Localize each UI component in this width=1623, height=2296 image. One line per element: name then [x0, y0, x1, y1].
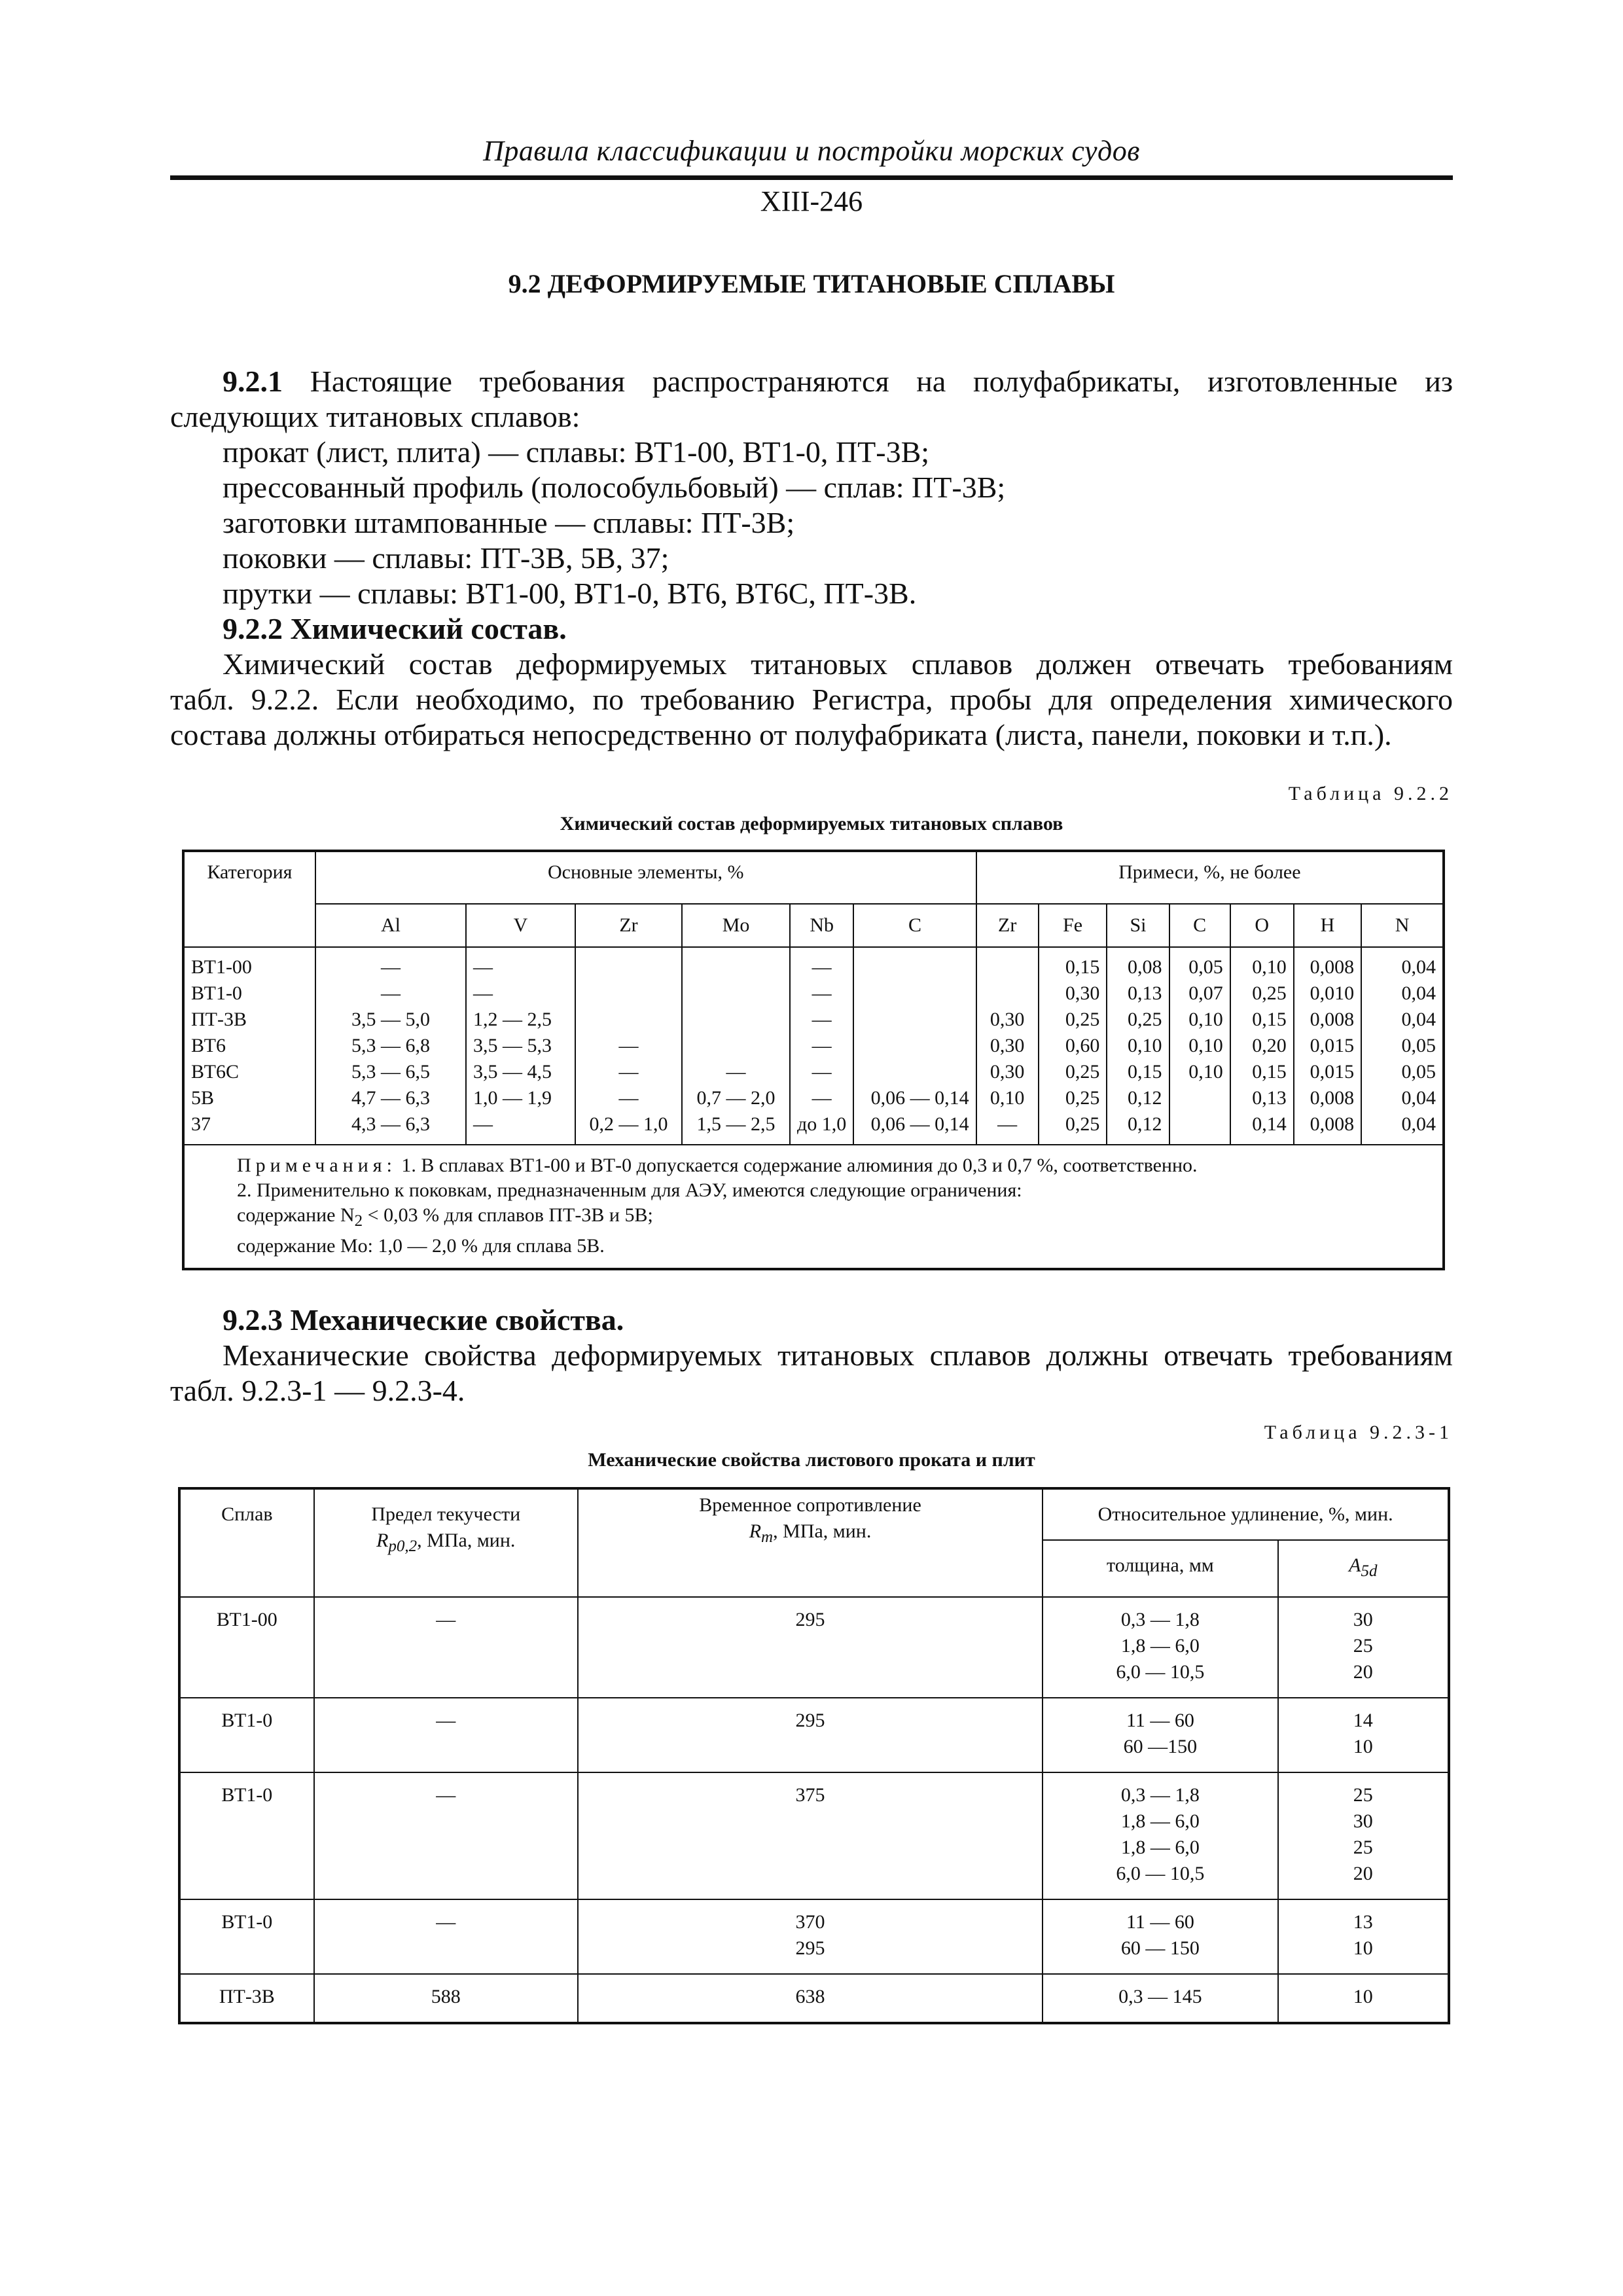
note-2: 2. Применительно к поковкам, предназначенным для АЭУ, имеются следующие ограничения:: [237, 1179, 1022, 1201]
cell-main-3: 0,7 — 2,0: [682, 1085, 790, 1111]
main-col-header: Zr: [575, 904, 682, 947]
cell-alloy: ВТ1-0: [179, 1772, 314, 1899]
h-yield-symbol: R: [376, 1530, 389, 1551]
cell-a5d: [1278, 1899, 1449, 1974]
cell-a5d-value: 20: [1353, 1863, 1373, 1884]
cell-tensile: [578, 1698, 1043, 1772]
cell-category: 37: [183, 1111, 315, 1145]
h-tensile-text: Временное сопротивление: [699, 1494, 921, 1516]
cell-imp-3: 0,07: [1169, 980, 1230, 1007]
cell-imp-2: 0,08: [1107, 947, 1169, 980]
cell-thickness-value: 60 — 150: [1120, 1937, 1200, 1959]
cell-imp-4: 0,13: [1230, 1085, 1294, 1111]
cell-yield: —: [314, 1597, 578, 1698]
cell-a5d-value: 30: [1353, 1609, 1373, 1630]
table-row: [183, 1059, 1444, 1085]
cell-a5d-value: 10: [1353, 1986, 1373, 2007]
cell-main-1: 1,0 — 1,9: [466, 1085, 575, 1111]
cell-imp-5: 0,015: [1294, 1033, 1361, 1059]
cell-main-3: [682, 1007, 790, 1033]
cell-imp-1: 0,25: [1039, 1085, 1107, 1111]
main-col-header: Mo: [682, 904, 790, 947]
cell-main-5: [853, 1059, 976, 1085]
cell-thickness-value: 6,0 — 10,5: [1116, 1863, 1205, 1884]
cell-yield: —: [314, 1899, 578, 1974]
table-row: [179, 1597, 1449, 1698]
p923-line1: Механические свойства деформируемых титановых сплавов должны отвечать требованиям: [223, 1338, 1453, 1372]
table-row: [183, 1111, 1444, 1145]
cell-thickness: [1043, 1597, 1277, 1698]
cell-tensile: [578, 1772, 1043, 1899]
cell-imp-3: 0,10: [1169, 1059, 1230, 1085]
table-922-body: [183, 947, 1444, 1145]
cell-main-2: [575, 947, 682, 980]
table-row: [179, 1974, 1449, 2023]
cell-tensile-value: 375: [795, 1784, 825, 1806]
notes-label: Примечания:: [237, 1155, 397, 1176]
cell-tensile-value: 638: [795, 1986, 825, 2007]
p922-line2: табл. 9.2.2. Если необходимо, по требованию Регистра, пробы для определения химического: [170, 683, 1453, 716]
cell-imp-2: 0,13: [1107, 980, 1169, 1007]
table-922-notes: [183, 1145, 1444, 1269]
cell-thickness: [1043, 1899, 1277, 1974]
cell-imp-5: 0,015: [1294, 1059, 1361, 1085]
table-row: [183, 1033, 1444, 1059]
header-rule: [170, 175, 1453, 180]
cell-yield: —: [314, 1698, 578, 1772]
cell-category: 5В: [183, 1085, 315, 1111]
cell-main-4: —: [790, 1059, 853, 1085]
cell-tensile-value: 370: [795, 1911, 825, 1933]
cell-imp-0: [976, 947, 1039, 980]
cell-imp-6: 0,04: [1361, 980, 1444, 1007]
list-item: прессованный профиль (полособульбовый) — сплав: ПТ-3В;: [223, 471, 1006, 504]
cell-main-4: —: [790, 1033, 853, 1059]
table-row: [183, 980, 1444, 1007]
cell-imp-6: 0,05: [1361, 1059, 1444, 1085]
p922-line1: Химический состав деформируемых титановых сплавов должен отвечать требованиям: [223, 647, 1453, 681]
cell-category: ВТ1-0: [183, 980, 315, 1007]
h-a5d: [1278, 1540, 1449, 1597]
imp-col-header: O: [1230, 904, 1294, 947]
p923-line2: табл. 9.2.3-1 — 9.2.3-4.: [170, 1374, 465, 1407]
cell-main-2: —: [575, 1059, 682, 1085]
h-elongation: Относительное удлинение, %, мин.: [1043, 1488, 1449, 1540]
h-a5d-symbol: A: [1349, 1554, 1361, 1576]
cell-main-5: 0,06 — 0,14: [853, 1111, 976, 1145]
cell-imp-5: 0,008: [1294, 947, 1361, 980]
cell-imp-0: 0,10: [976, 1085, 1039, 1111]
group-main-header: Основные элементы, %: [315, 851, 976, 904]
cell-yield: —: [314, 1772, 578, 1899]
cell-imp-1: 0,25: [1039, 1111, 1107, 1145]
cell-a5d-value: 30: [1353, 1810, 1373, 1832]
cell-a5d-value: 13: [1353, 1911, 1373, 1933]
imp-col-header: C: [1169, 904, 1230, 947]
cell-imp-3: [1169, 1111, 1230, 1145]
cell-thickness-value: 0,3 — 1,8: [1120, 1784, 1200, 1806]
cell-a5d-value: 10: [1353, 1937, 1373, 1959]
p921-number: 9.2.1: [223, 365, 283, 398]
cell-imp-3: [1169, 1085, 1230, 1111]
cell-a5d-value: 25: [1353, 1837, 1373, 1858]
cell-main-5: [853, 947, 976, 980]
main-col-header: C: [853, 904, 976, 947]
note-3: [237, 1203, 1390, 1234]
cell-main-5: [853, 1007, 976, 1033]
cell-main-2: —: [575, 1033, 682, 1059]
cell-main-5: [853, 980, 976, 1007]
table-922-header-row2: [183, 904, 1444, 947]
cell-thickness-value: 1,8 — 6,0: [1120, 1810, 1200, 1832]
cell-tensile: [578, 1899, 1043, 1974]
h-alloy: Сплав: [179, 1488, 314, 1597]
cell-a5d-value: 25: [1353, 1784, 1373, 1806]
cell-a5d-value: 14: [1353, 1710, 1373, 1731]
cell-imp-6: 0,04: [1361, 1111, 1444, 1145]
cell-a5d: [1278, 1974, 1449, 2023]
cell-imp-2: 0,10: [1107, 1033, 1169, 1059]
table-9231-body: [179, 1597, 1449, 2023]
cell-main-3: [682, 947, 790, 980]
cell-main-4: —: [790, 1085, 853, 1111]
cell-imp-2: 0,12: [1107, 1111, 1169, 1145]
cell-yield: 588: [314, 1974, 578, 2023]
cell-main-1: 1,2 — 2,5: [466, 1007, 575, 1033]
cell-imp-3: 0,10: [1169, 1033, 1230, 1059]
cell-imp-2: 0,15: [1107, 1059, 1169, 1085]
h-a5d-sub: 5d: [1361, 1562, 1378, 1580]
cell-main-5: 0,06 — 0,14: [853, 1085, 976, 1111]
cell-main-1: —: [466, 1111, 575, 1145]
cell-main-4: —: [790, 947, 853, 980]
list-item: прокат (лист, плита) — сплавы: ВТ1-00, ВТ1-0, ПТ-3В;: [223, 435, 930, 469]
cell-tensile: [578, 1974, 1043, 2023]
cell-main-3: [682, 980, 790, 1007]
cell-imp-4: 0,10: [1230, 947, 1294, 980]
running-header-title: Правила классификации и постройки морских судов: [483, 135, 1140, 167]
cell-imp-1: 0,25: [1039, 1007, 1107, 1033]
cell-imp-5: 0,008: [1294, 1111, 1361, 1145]
cell-imp-3: 0,05: [1169, 947, 1230, 980]
cell-thickness-value: 0,3 — 145: [1118, 1986, 1202, 2007]
cell-alloy: ВТ1-0: [179, 1698, 314, 1772]
note-3-sub: 2: [354, 1212, 363, 1230]
table-chemical-composition: [182, 850, 1445, 1270]
main-col-header: Nb: [790, 904, 853, 947]
cell-main-0: 5,3 — 6,8: [315, 1033, 466, 1059]
p921-line1: [170, 364, 1453, 399]
cell-main-1: —: [466, 980, 575, 1007]
p922-line3: состава должны отбираться непосредственно от полуфабриката (листа, панели, поковки и т.п.).: [170, 718, 1392, 751]
table-row: [179, 1772, 1449, 1899]
table-9231-header-row1: [179, 1488, 1449, 1540]
cell-main-1: 3,5 — 5,3: [466, 1033, 575, 1059]
imp-col-header: H: [1294, 904, 1361, 947]
cell-main-2: [575, 1007, 682, 1033]
cell-imp-0: 0,30: [976, 1059, 1039, 1085]
list-item: поковки — сплавы: ПТ-3В, 5В, 37;: [223, 541, 669, 575]
table-row: [179, 1698, 1449, 1772]
cell-main-3: 1,5 — 2,5: [682, 1111, 790, 1145]
cell-imp-4: 0,14: [1230, 1111, 1294, 1145]
cell-thickness: [1043, 1772, 1277, 1899]
cell-imp-1: 0,30: [1039, 980, 1107, 1007]
cell-main-1: 3,5 — 4,5: [466, 1059, 575, 1085]
note-line-1: [237, 1153, 1390, 1178]
cell-thickness-value: 11 — 60: [1126, 1710, 1194, 1731]
cell-main-3: —: [682, 1059, 790, 1085]
cell-alloy: ВТ1-00: [179, 1597, 314, 1698]
cell-tensile: [578, 1597, 1043, 1698]
cell-imp-4: 0,20: [1230, 1033, 1294, 1059]
section-title: 9.2 ДЕФОРМИРУЕМЫЕ ТИТАНОВЫЕ СПЛАВЫ: [508, 269, 1115, 298]
cell-main-0: 4,7 — 6,3: [315, 1085, 466, 1111]
cell-imp-0: —: [976, 1111, 1039, 1145]
col-category-header: Категория: [183, 851, 315, 947]
p922-heading: 9.2.2 Химический состав.: [223, 612, 567, 645]
paragraph-9-2-1: [170, 364, 1453, 753]
cell-thickness-value: 1,8 — 6,0: [1120, 1837, 1200, 1858]
h-tensile: [578, 1488, 1043, 1597]
cell-imp-6: 0,04: [1361, 1085, 1444, 1111]
cell-thickness-value: 11 — 60: [1126, 1911, 1194, 1933]
cell-main-0: —: [315, 947, 466, 980]
cell-main-0: 4,3 — 6,3: [315, 1111, 466, 1145]
h-yield-text: Предел текучести: [371, 1503, 521, 1525]
table-922-notes-row: [183, 1145, 1444, 1269]
h-tensile-unit: , МПа, мин.: [773, 1520, 872, 1542]
cell-imp-6: 0,04: [1361, 947, 1444, 980]
cell-thickness: [1043, 1698, 1277, 1772]
imp-col-header: N: [1361, 904, 1444, 947]
table-row: [183, 947, 1444, 980]
cell-imp-1: 0,60: [1039, 1033, 1107, 1059]
table-row: [179, 1899, 1449, 1974]
cell-main-4: до 1,0: [790, 1111, 853, 1145]
note-3-text: содержание N: [237, 1204, 355, 1226]
table-922-caption: Таблица 9.2.2: [1288, 783, 1453, 804]
cell-imp-5: 0,008: [1294, 1007, 1361, 1033]
list-item: заготовки штампованные — сплавы: ПТ-3В;: [223, 506, 795, 539]
p921-text1: Настоящие требования распространяются на полуфабрикаты, изготовленные из: [310, 365, 1454, 398]
table-mechanical-properties: [178, 1487, 1450, 2024]
cell-main-2: 0,2 — 1,0: [575, 1111, 682, 1145]
cell-imp-4: 0,15: [1230, 1007, 1294, 1033]
cell-imp-5: 0,010: [1294, 980, 1361, 1007]
cell-main-0: 3,5 — 5,0: [315, 1007, 466, 1033]
imp-col-header: Zr: [976, 904, 1039, 947]
cell-imp-1: 0,15: [1039, 947, 1107, 980]
cell-main-1: —: [466, 947, 575, 980]
cell-main-3: [682, 1033, 790, 1059]
table-row: [183, 1007, 1444, 1033]
cell-a5d-value: 20: [1353, 1661, 1373, 1683]
cell-imp-2: 0,12: [1107, 1085, 1169, 1111]
table-922-title: Химический состав деформируемых титановых сплавов: [560, 813, 1063, 834]
list-item: прутки — сплавы: ВТ1-00, ВТ1-0, ВТ6, ВТ6С, ПТ-3В.: [223, 577, 917, 610]
cell-main-0: 5,3 — 6,5: [315, 1059, 466, 1085]
p921-line2: следующих титановых сплавов:: [170, 400, 580, 433]
h-yield-unit: , МПа, мин.: [417, 1530, 516, 1551]
h-tensile-sub: m: [761, 1528, 774, 1546]
imp-col-header: Fe: [1039, 904, 1107, 947]
cell-thickness-value: 60 —150: [1123, 1736, 1198, 1757]
cell-imp-2: 0,25: [1107, 1007, 1169, 1033]
group-impurities-header: Примеси, %, не более: [976, 851, 1444, 904]
imp-col-header: Si: [1107, 904, 1169, 947]
cell-main-2: [575, 980, 682, 1007]
cell-main-5: [853, 1033, 976, 1059]
cell-category: ПТ-3В: [183, 1007, 315, 1033]
cell-tensile-value: 295: [795, 1937, 825, 1959]
cell-alloy: ВТ1-0: [179, 1899, 314, 1974]
cell-main-2: —: [575, 1085, 682, 1111]
cell-main-4: —: [790, 980, 853, 1007]
table-9231-title: Механические свойства листового проката и плит: [588, 1449, 1035, 1471]
paragraph-9-2-3: [170, 1302, 1453, 1408]
cell-imp-3: 0,10: [1169, 1007, 1230, 1033]
h-thickness: толщина, мм: [1043, 1540, 1277, 1597]
h-yield: [314, 1488, 578, 1597]
table-row: [183, 1085, 1444, 1111]
cell-tensile-value: 295: [795, 1609, 825, 1630]
cell-thickness: [1043, 1974, 1277, 2023]
cell-category: ВТ1-00: [183, 947, 315, 980]
cell-thickness-value: 6,0 — 10,5: [1116, 1661, 1205, 1683]
cell-imp-0: 0,30: [976, 1007, 1039, 1033]
cell-a5d: [1278, 1698, 1449, 1772]
cell-tensile-value: 295: [795, 1710, 825, 1731]
table-9231-caption: Таблица 9.2.3-1: [1264, 1422, 1453, 1443]
cell-a5d-value: 10: [1353, 1736, 1373, 1757]
cell-imp-4: 0,15: [1230, 1059, 1294, 1085]
cell-imp-5: 0,008: [1294, 1085, 1361, 1111]
main-col-header: V: [466, 904, 575, 947]
h-yield-sub: p0,2: [388, 1537, 418, 1555]
cell-imp-6: 0,04: [1361, 1007, 1444, 1033]
cell-category: ВТ6: [183, 1033, 315, 1059]
h-tensile-symbol: R: [749, 1520, 762, 1542]
table-922-header-row1: [183, 851, 1444, 904]
cell-a5d: [1278, 1597, 1449, 1698]
page-number: XIII-246: [760, 185, 863, 217]
cell-imp-0: 0,30: [976, 1033, 1039, 1059]
cell-thickness-value: 1,8 — 6,0: [1120, 1635, 1200, 1657]
cell-alloy: ПТ-3В: [179, 1974, 314, 2023]
cell-imp-1: 0,25: [1039, 1059, 1107, 1085]
cell-main-0: —: [315, 980, 466, 1007]
note-1: 1. В сплавах ВТ1-00 и ВТ-0 допускается содержание алюминия до 0,3 и 0,7 %, соответственно.: [401, 1155, 1198, 1176]
cell-imp-0: [976, 980, 1039, 1007]
cell-imp-6: 0,05: [1361, 1033, 1444, 1059]
cell-category: ВТ6С: [183, 1059, 315, 1085]
cell-imp-4: 0,25: [1230, 980, 1294, 1007]
cell-a5d: [1278, 1772, 1449, 1899]
note-3-text-end: < 0,03 % для сплавов ПТ-3В и 5В;: [363, 1204, 653, 1226]
cell-thickness-value: 0,3 — 1,8: [1120, 1609, 1200, 1630]
note-4: содержание Mo: 1,0 — 2,0 % для сплава 5В.: [237, 1235, 605, 1257]
main-col-header: Al: [315, 904, 466, 947]
cell-a5d-value: 25: [1353, 1635, 1373, 1657]
cell-main-4: —: [790, 1007, 853, 1033]
p923-heading: 9.2.3 Механические свойства.: [223, 1303, 624, 1336]
